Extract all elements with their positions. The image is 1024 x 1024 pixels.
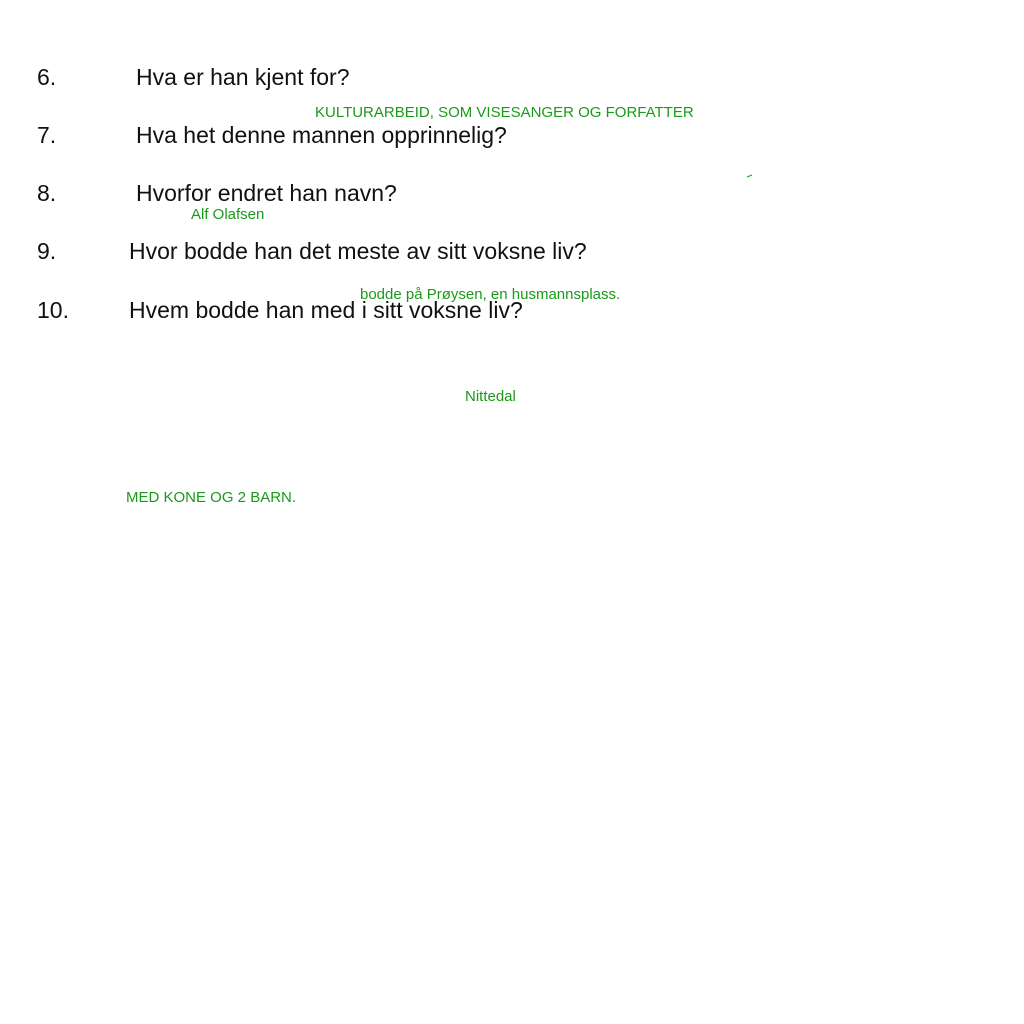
question-6-number: 6.	[37, 64, 57, 90]
question-7-number: 7.	[37, 122, 57, 148]
question-9-text: Hvor bodde han det meste av sitt voksne liv?	[129, 238, 587, 264]
question-9-number: 9.	[37, 238, 57, 264]
stray-pen-mark	[747, 174, 753, 178]
question-7-text: Hva het denne mannen opprinnelig?	[136, 122, 507, 148]
question-10-number: 10.	[37, 297, 69, 323]
answer-original-name: Alf Olafsen	[191, 206, 265, 223]
question-8-text: Hvorfor endret han navn?	[136, 180, 397, 206]
question-6-text: Hva er han kjent for?	[136, 64, 350, 90]
answer-place: Nittedal	[465, 388, 516, 405]
question-10-text: Hvem bodde han med i sitt voksne liv?	[129, 297, 523, 323]
question-8-number: 8.	[37, 180, 57, 206]
answer-known-for: KULTURARBEID, SOM VISESANGER OG FORFATTER	[315, 104, 694, 121]
answer-lived-with: MED KONE OG 2 BARN.	[126, 489, 297, 506]
answer-lived-at: bodde på Prøysen, en husmannsplass.	[360, 286, 621, 303]
